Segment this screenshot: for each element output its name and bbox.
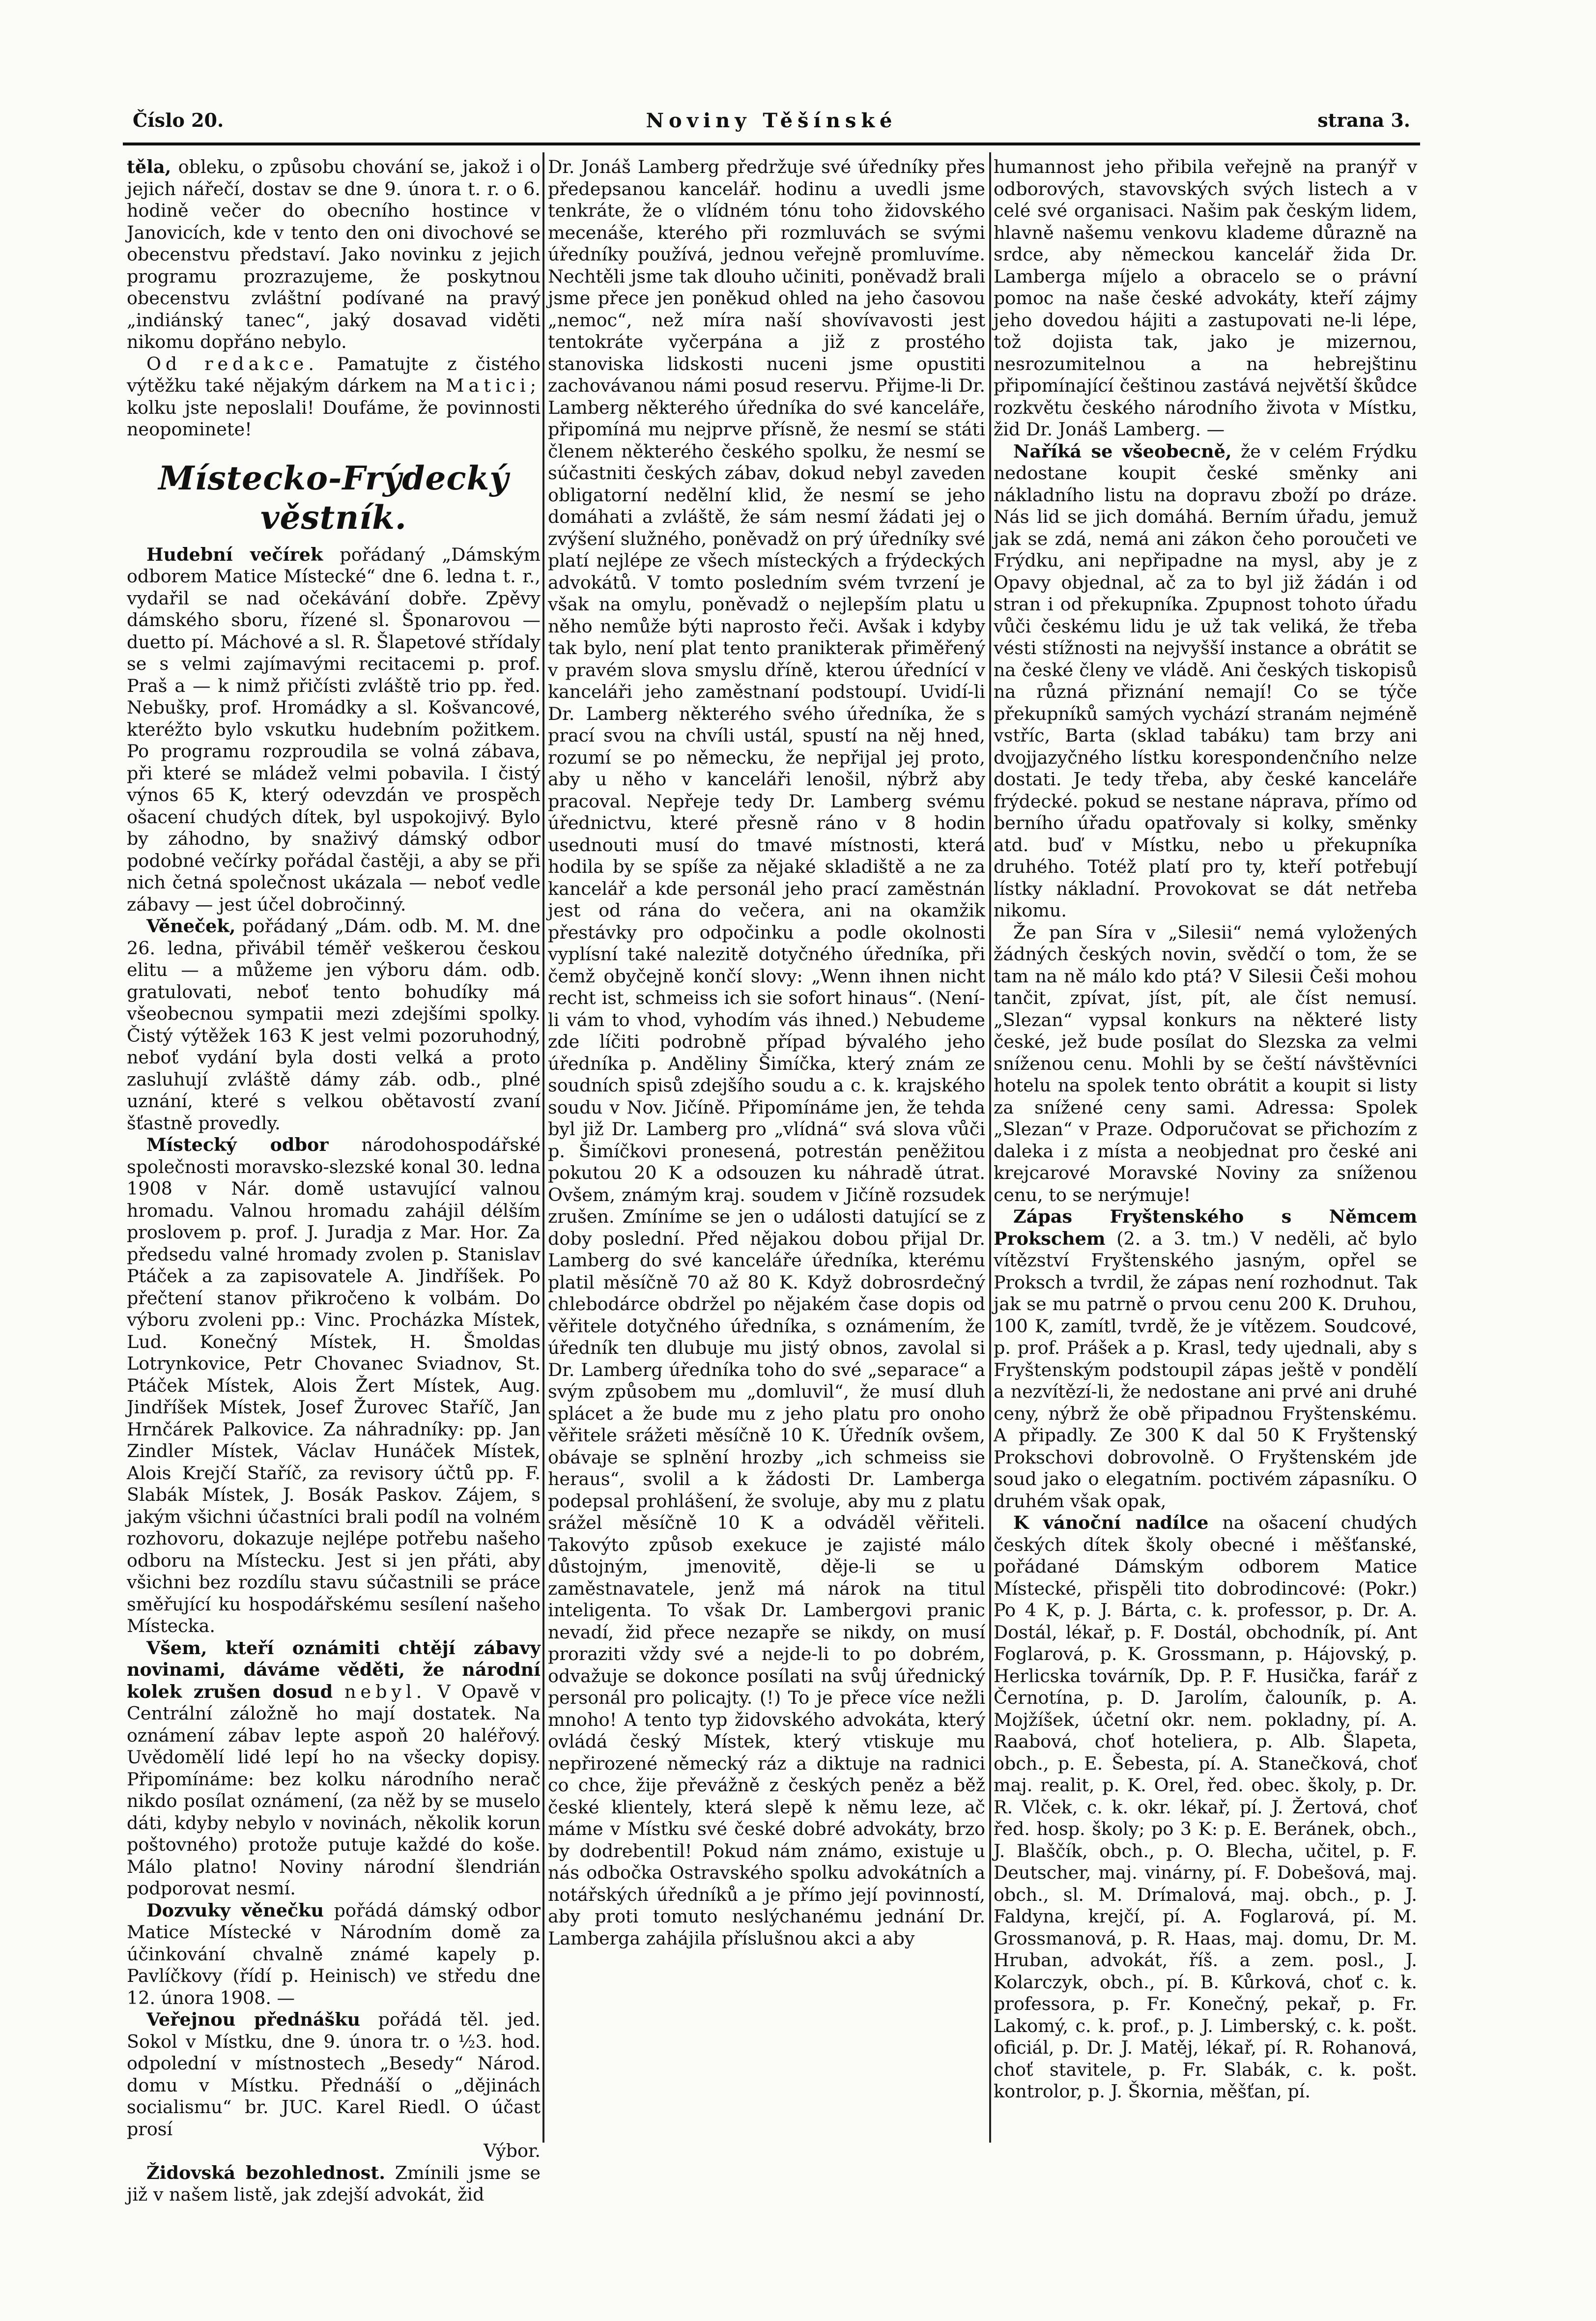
signature: Výbor. <box>484 2140 541 2161</box>
page-number: strana 3. <box>1317 109 1410 131</box>
article: Věneček, pořádaný „Dám. odb. M. M. dne 26. ledna, přivábil téměř veškerou českou elitu — a můžeme jen výboru dám. odb. gratulovati, neboť tento bohudíky má všeobecnou sympatii mezi zdejšími spolky. Čistý výtěžek 163 K jest velmi pozoruhodný, neboť vydání byla dosti velká a proto zasluhují zvláště dámy záb. odb., plné uznání, které s velkou obětavostí zvaní šťastně provedly. <box>127 916 541 1134</box>
article: Naříká se všeobecně, že v celém Frýdku nedostane koupit české směnky ani nákladního listu na dopravu zboží po dráze. Nás lid se jich domáhá. Berním úřadu, jemuž jak se zdá, nemá ani zákon čeho poroučeti ve Frýdku, ani nepřipadne na mysl, aby je z Opavy objednal, ač za to byl již žádán i od stran i od překupníka. Zpupnost tohoto úřadu vůči českému lidu je už tak veliká, že třeba vésti stížnosti na nejvyšší instance a obrátit se na české členy ve vládě. Ani českých tiskopisů na různá přiznání nemají! Co se týče překupníků samých vychází stranám nejméně vstříc, Barta (sklad tabáku) tam brzy ani dvojjazyčného lístku korespondenčního nelze dostati. Je tedy třeba, aby české kanceláře frýdecké. pokud se nestane náprava, přímo od berního úřadu opatřovaly si kolky, směnky atd. buď v Místku, nebo u překupníka druhého. Totéž platí pro ty, kteří potřebují lístky nákladní. Provokovat se dát netřeba nikomu. <box>994 440 1417 921</box>
column-separator <box>542 152 544 2143</box>
page-header <box>133 109 1410 134</box>
article-continuation: těla, obleku, o způsobu chování se, jakož i o jejich nářečí, dostav se dne 9. února t. r. o 6. hodině večer do obecního hostince v Janovicích, kde v tento den oni divochové se obecenstvu představí. Jako novinku z jejich programu prozrazujeme, že poskytnou obecenstvu zvláštní podívané na pravý „indiánský tanec“, jaký dosavad viděti nikomu dopřáno nebylo. <box>127 156 541 352</box>
column-2 <box>548 156 985 2142</box>
article: Že pan Síra v „Silesii“ nemá vyložených žádných českých novin, svědčí o tom, že se tam na ně málo kdo ptá? V Silesii Češi mohou tančit, zpívat, jíst, pít, ale číst nemusí. „Slezan“ vypsal konkurs na některé listy české, jež bude posílat do Slezska za velmi sníženou cenu. Mohli by se čeští návštěvníci hotelu na spolek tento obrátit a koupit si listy za snížené ceny sami. Adressa: Spolek „Slezan“ v Praze. Odporučovat se přichozím z daleka i z místa a neobjednat pro české ani krejcarové Moravské Noviny za sníženou cenu, to se nerýmuje! <box>994 921 1417 1205</box>
article: Veřejnou přednášku pořádá těl. jed. Sokol v Místku, dne 9. února tr. o ½3. hod. odpolední v místnostech „Besedy“ Národ. domu v Místku. Přednáší o „dějinách socialismu“ br. JUC. Karel Riedl. O účast prosí <box>127 2009 541 2140</box>
column-1 <box>127 156 541 2205</box>
article: Dozvuky věnečku pořádá dámský odbor Matice Místecké v Národním domě za účinkování chvalně známé kapely p. Pavlíčkovy (řídí p. Heinisch) ve středu dne 12. února 1908. — <box>127 1899 541 2008</box>
article: Všem, kteří oznámiti chtějí zábavy novinami, dáváme věděti, že národní kolek zrušen dosud nebyl. V Opavě v Centrální záložně ho mají dostatek. Na oznámení zábav lepte aspoň 20 haléřový. Uvědomělí lidé lepí ho na všecky dopisy. Připomínáme: bez kolku národního nerač nikdo posílat oznámení, (za něž by se muselo dáti, kdyby nebylo v novinách, několik korun poštovného) protože putuje každé do koše. Málo platno! Noviny národní šlendrián podporovat nesmí. <box>127 1637 541 1899</box>
editorial-note: Od redakce. Pamatujte z čistého výtěžku také nějakým dárkem na Matici; kolku jste neposlali! Doufáme, že povinnosti neopominete! <box>127 353 541 440</box>
article-continuation: Dr. Jonáš Lamberg předržuje své úředníky přes předepsanou kancelář. hodinu a uvedli jsme tenkráte, že o vlídném tónu toho židovského mecenáše, kterého při rozmluvách se svými úředníky používá, jednou veřejně promluvíme. Nechtěli jsme tak dlouho učiniti, poněvadž brali jsme přece jen poněkud ohled na jeho časovou „nemoc“, než míra naší shovívavosti jest tentokráte vyčerpána a již z prostého stanoviska lidskosti nuceni jsme opustiti zachovávanou námi posud reservu. Přijme-li Dr. Lamberg některého úředníka do své kanceláře, připomíná mu nejprve přísně, že nesmí se státi členem některého českého spolku, že nesmí se súčastniti českých zábav, dokud nebyl zaveden obligatorní nedělní klid, že nesmí se jeho domáhati a zvláště, že sám nesmí žádati jej o zvýšení služného, poněvadž on prý úředníky své platí nejlépe ze všech místeckých a frýdeckých advokátů. V tomto posledním svém tvrzení je však na omylu, poněvadž o nejlepším platu u něho nemůže býti naprosto řeči. Avšak i kdyby tak bylo, není plat tento pranikterak přiměřený v pravém slova smyslu dříně, kterou úřednící v kanceláři jeho zaměstnaní podstoupí. Uvidí-li Dr. Lamberg některého svého úředníka, že s prací svou na chvíli ustál, spustí na něj hned, rozumí se po německu, že nepřijal jej proto, aby u něho v kanceláři lenošil, nýbrž aby pracoval. Nepřeje tedy Dr. Lamberg svému úřednictvu, které přesně ráno v 8 hodin usednouti musí do tmavé místnosti, která hodila by se spíše za nějaké skladiště a ne za kancelář a kde personál jeho prací zaměstnán jest od rána do večera, ani na okamžik přestávky pro odpočinku a podle okolnosti vyplísní také nalezitě dotyčného úředníka, při čemž obyčejně končí slovy: „Wenn ihnen nicht recht ist, schmeiss ich sie sofort hinaus“. (Není-li vám to vhod, vyhodím vás ihned.) Nebudeme zde líčiti podrobně případ bývalého jeho úředníka p. Anděliny Šimíčka, který znám ze soudních spisů zdejšího soudu a c. k. krajského soudu v Nov. Jičíně. Připomínáme jen, že tehda byl již Dr. Lamberg pro „vlídná“ svá slova vůči p. Šimíčkovi pronesená, potrestán peněžitou pokutou 20 K a odsouzen ku náhradě útrat. Ovšem, známým kraj. soudem v Jičíně rozsudek zrušen. Zmíníme se jen o události datující se z doby poslední. Před nějakou dobou přijal Dr. Lamberg do své kanceláře úředníka, kterému platil měsíčně 70 až 80 K. Když dobrosrdečný chlebodárce obdržel po nějakém čase dopis od věřitele dotyčného úředníka, s oznámením, že úředník ten dlubuje mu jistý obnos, zavolal si Dr. Lamberg úředníka toho do své „separace“ a svým způsobem mu „domluvil“, že musí dluh splácet a že bude mu z jeho platu pro onoho věřitele srážeti měsíčně 10 K. Úředník ovšem, obávaje se splnění hrozby „ich schmeiss sie heraus“, svolil a k žádosti Dr. Lamberga podepsal prohlášení, že svoluje, aby mu z platu srážel měsíčně 10 K a odváděl věřiteli. Takovýto způsob exekuce je zajisté málo důstojným, jmenovitě, děje-li se u zaměstnavatele, jenž má nárok na titul inteligenta. To však Dr. Lambergovi pranic nevadí, žid přece nezapře se nikdy, on musí proraziti vždy své a nejde-li to po dobrém, odvažuje se dokonce posílati na svůj úřednický personál pro policajty. (!) To je přece více nežli mnoho! A tento typ židovského advokáta, který ovládá český Místek, který vtiskuje mu nepřirozené německý ráz a diktuje na radnici co chce, žije převážně z českých peněz a běž české klientely, která slepě k němu leze, ač máme v Místku své české dobré advokáty, brzo by dodrebentil! Pokud nám známo, existuje u nás odbočka Ostravského spolku advokátních a notářských úředníků a je přímo její povinností, aby proti tomuto neslýchanému jednání Dr. Lamberga zahájila příslušnou akci a aby <box>548 156 985 1949</box>
article: Židovská bezohlednost. Zmínili jsme se již v našem listě, jak zdejší advokát, žid <box>127 2162 541 2205</box>
article: Místecký odbor národohospodářské společnosti moravsko-slezské konal 30. ledna 1908 v Nár. domě ustavující valnou hromadu. Valnou hromadu zahájil délším proslovem p. prof. J. Juradja z Mar. Hor. Za předsedu valné hromady zvolen p. Stanislav Ptáček a za zapisovatele A. Jindříšek. Po přečtení stanov přikročeno k volbám. Do výboru zvoleni pp.: Vinc. Procházka Místek, Lud. Konečný Místek, H. Šmoldas Lotrynkovice, Petr Chovanec Sviadnov, St. Ptáček Místek, Alois Žert Místek, Aug. Jindříšek Místek, Josef Žurovec Staříč, Jan Hrnčárek Palkovice. Za náhradníky: pp. Jan Zindler Místek, Václav Hunáček Místek, Alois Krejčí Staříč, za revisory účtů pp. F. Slabák Místek, J. Bosák Paskov. Zájem, s jakým všichni účastníci brali podíl na volném rozhovoru, dokazuje nejlépe potřebu našeho odboru na Místecku. Jest si jen přáti, aby všichni bez rozdílu stavu súčastnili se práce směřující ku hospodářskému sesílení našeho Místecka. <box>127 1134 541 1636</box>
article: K vánoční nadílce na ošacení chudých českých dítek školy obecné i měšťanské, pořádané Dámským odborem Matice Místecké, přispěli tito dobrodincové: (Pokr.) Po 4 K, p. J. Bárta, c. k. professor, p. Dr. A. Dostál, lékař, p. F. Dostál, obchodník, pí. Ant Foglarová, p. K. Grossmann, p. Hájovský, p. Herlicska továrník, Dp. P. F. Husička, farář z Černotína, p. D. Jarolím, čalouník, p. A. Mojžíšek, účetní okr. nem. pokladny, pí. A. Raabová, choť hoteliera, p. Alb. Šlapeta, obch., p. E. Šebesta, pí. A. Stanečková, choť maj. realit, p. K. Orel, řed. obec. školy, p. Dr. R. Vlček, c. k. okr. lékař, pí. J. Žertová, choť řed. hosp. školy; po 3 K: p. E. Beránek, obch., J. Blaščík, obch., p. O. Blecha, učitel, p. F. Deutscher, maj. vinárny, pí. F. Dobešová, maj. obch., sl. M. Drímalová, maj. obch., p. J. Faldyna, krejčí, pí. A. Foglarová, pí. M. Grossmanová, p. R. Haas, maj. domu, Dr. M. Hruban, advokát, říš. a zem. posl., J. Kolarczyk, obch., pí. B. Kůrková, choť c. k. professora, p. Fr. Konečný, pekař, p. Fr. Lakomý, c. k. prof., p. J. Limberský, c. k. pošt. oficiál, p. Dr. J. Matěj, lékař, pí. R. Rohanová, choť stavitele, p. Fr. Slabák, c. k. pošt. kontrolor, p. J. Škornia, měšťan, pí. <box>994 1512 1417 2102</box>
header-rule <box>123 143 1420 145</box>
newspaper-title: Noviny Těšínské <box>646 109 897 132</box>
column-separator <box>989 152 991 2143</box>
article: Zápas Fryštenského s Němcem Prokschem (2. a 3. tm.) V neděli, ač bylo vítězství Fryštenského jasným, opřel se Proksch a tvrdil, že zápas není rozhodnut. Tak jak se mu patrně o prvou cenu 200 K. Druhou, 100 K, zamítl, tvrdě, že je vítězem. Soudcové, p. prof. Prášek a p. Krasl, tedy ujednali, aby s Fryštenským podstoupil zápas ještě v pondělí a nezvítězí-li, že nedostane ani prvé ani druhé ceny, nýbrž že obě připadnou Fryštenskému. A připadly. Ze 300 K dal 50 K Fryštenský Prokschovi dobrovolně. O Fryštenském jde soud jako o elegatním. poctivém zápasníku. O druhém však opak, <box>994 1206 1417 1512</box>
issue-number: Číslo 20. <box>133 109 224 131</box>
column-3 <box>994 156 1417 2142</box>
article: Hudební večírek pořádaný „Dámským odborem Matice Místecké“ dne 6. ledna t. r., vydařil se nad očekávání dobře. Zpěvy dámského sboru, řízené sl. Šponarovou — duetto pí. Máchové a sl. R. Šlapetové střídaly se s velmi zajímavými recitacemi p. prof. Praš a — k nimž přičísti zvláště trio pp. řed. Nebušky, prof. Hromádky a sl. Košvancové, kteréžto bylo vskutku hudebním požitkem. Po programu rozproudila se volná zábava, při které se mládež velmi pobavila. I čistý výnos 65 K, který odevzdán ve prospěch ošacení chudých dítek, byl uspokojivý. Bylo by záhodno, by snaživý dámský odbor podobné večírky pořádal častěji, a aby se při nich četná společnost ukázala — neboť vedle zábavy — jest účel dobročinný. <box>127 544 541 915</box>
article-continuation: humannost jeho přibila veřejně na pranýř v odborových, stavovských svých listech a v celé své organisaci. Našim pak českým lidem, hlavně našemu venkovu klademe důrazně na srdce, aby německou kancelář žida Dr. Lamberga míjelo a obracelo se o právní pomoc na naše české advokáty, kteří zájmy jeho dovedou hájiti a zastupovati ne-li lépe, tož dojista tak, jako je mizernou, nesrozumitelnou a na hebrejštinu připomínající češtinou zastává největší škůdce rozkvětu českého národního života v Místku, žid Dr. Jonáš Lamberg. — <box>994 156 1417 440</box>
section-heading: Místecko-Frýdecký věstník. <box>158 458 509 537</box>
